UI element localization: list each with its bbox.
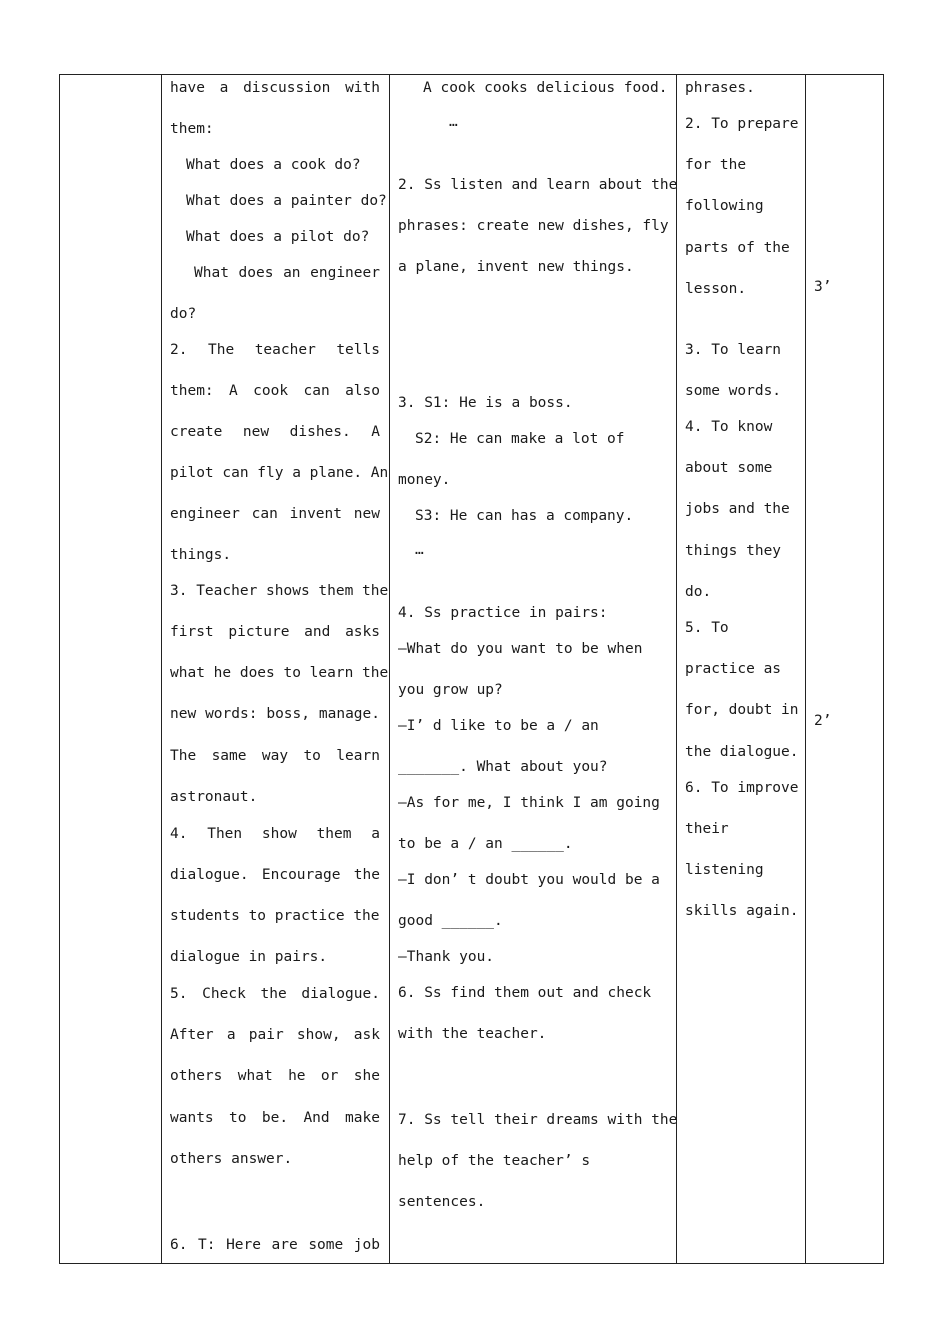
word: what xyxy=(237,1068,273,1084)
text-line: S2: He can make a lot of xyxy=(415,431,625,447)
word: asks xyxy=(345,624,380,640)
question-line: What does a painter do? xyxy=(186,193,387,209)
text-line: phrases. xyxy=(685,80,755,96)
text-line: 4. Ss practice in pairs: xyxy=(398,605,608,621)
dialogue-line: —I’ d like to be a / an xyxy=(398,718,599,734)
text-line: phrases: create new dishes, fly xyxy=(398,218,669,234)
dialogue-line: —Thank you. xyxy=(398,949,495,965)
text-line: do. xyxy=(685,584,712,600)
text-line: money. xyxy=(398,472,451,488)
word: the xyxy=(353,867,380,883)
word: manage. xyxy=(318,706,380,722)
table-left-border xyxy=(59,74,60,1264)
text-line: 6. Ss find them out and check xyxy=(398,985,652,1001)
column-divider xyxy=(161,74,162,1264)
word: can xyxy=(303,383,330,399)
table-top-border xyxy=(59,74,884,75)
word: wants xyxy=(170,1110,214,1126)
text-line xyxy=(170,381,380,401)
word: engineer xyxy=(310,265,380,281)
text-line xyxy=(170,865,380,885)
text-line xyxy=(170,1025,380,1045)
text-line: 3. To learn xyxy=(685,342,782,358)
text-line: others answer. xyxy=(170,1151,293,1167)
text-line: jobs and the xyxy=(685,501,790,517)
text-line: them: xyxy=(170,121,214,137)
word: new xyxy=(170,706,197,722)
text-line xyxy=(170,1108,380,1128)
word: teacher xyxy=(254,342,316,358)
ellipsis: … xyxy=(415,542,424,558)
table-right-border xyxy=(883,74,884,1264)
dialogue-line: —As for me, I think I am going xyxy=(398,795,660,811)
word: A xyxy=(371,424,380,440)
word: an xyxy=(283,265,301,281)
text-line: following xyxy=(685,198,764,214)
word: 2. xyxy=(170,342,188,358)
word: invent xyxy=(289,506,342,522)
time-value: 3’ xyxy=(814,279,832,295)
word: the xyxy=(260,986,287,1002)
word: or xyxy=(320,1068,339,1084)
word: ask xyxy=(353,1027,380,1043)
text-line: for the xyxy=(685,157,747,173)
word: After xyxy=(170,1027,214,1043)
text-line: the dialogue. xyxy=(685,744,799,760)
text-line: practice as xyxy=(685,661,782,677)
word: first xyxy=(170,624,214,640)
text-line xyxy=(170,504,380,524)
text-line: 7. Ss tell their dreams with the xyxy=(398,1112,678,1128)
text-line: students to practice the xyxy=(170,908,380,924)
text-line xyxy=(170,78,380,98)
word: pair xyxy=(248,1027,284,1043)
column-divider xyxy=(676,74,677,1264)
word: them xyxy=(316,826,352,842)
word: also xyxy=(345,383,380,399)
word: to xyxy=(229,1110,247,1126)
word: he xyxy=(288,1068,306,1084)
word: tells xyxy=(336,342,380,358)
word: have xyxy=(170,80,205,96)
question-line xyxy=(194,263,380,283)
word: show, xyxy=(296,1027,341,1043)
ellipsis: … xyxy=(449,114,458,130)
word: new xyxy=(353,506,380,522)
dialogue-line: —What do you want to be when xyxy=(398,641,643,657)
text-line: 5. To xyxy=(685,620,729,636)
word: some xyxy=(308,1237,344,1253)
word: others xyxy=(170,1068,223,1084)
dialogue-line: to be a / an ______. xyxy=(398,836,573,852)
text-line: astronaut. xyxy=(170,789,258,805)
text-line: for, doubt in xyxy=(685,702,799,718)
word: dialogue. xyxy=(301,986,380,1002)
word: A xyxy=(229,383,238,399)
word: with xyxy=(345,80,380,96)
word: discussion xyxy=(243,80,331,96)
text-line: parts of the xyxy=(685,240,790,256)
text-line: a plane, invent new things. xyxy=(398,259,634,275)
column-divider xyxy=(805,74,806,1264)
word: a xyxy=(371,826,380,842)
time-value: 2’ xyxy=(814,713,832,729)
text-line xyxy=(170,984,380,1004)
word: What xyxy=(194,265,229,281)
text-line xyxy=(170,704,380,724)
text-line xyxy=(170,1235,380,1255)
text-line: some words. xyxy=(685,383,782,399)
word: Then xyxy=(207,826,243,842)
word: 6. xyxy=(170,1237,188,1253)
text-line xyxy=(170,340,380,360)
word: dishes. xyxy=(289,424,351,440)
word: 5. xyxy=(170,986,188,1002)
word: cook xyxy=(253,383,289,399)
text-line xyxy=(170,622,380,642)
text-line: 6. To improve xyxy=(685,780,799,796)
word: can xyxy=(251,506,278,522)
word: to xyxy=(303,748,321,764)
word: The xyxy=(170,748,197,764)
text-line xyxy=(170,746,380,766)
question-line: What does a cook do? xyxy=(186,157,361,173)
dialogue-line: good ______. xyxy=(398,913,503,929)
text-line xyxy=(170,824,380,844)
word: make xyxy=(345,1110,380,1126)
text-line: lesson. xyxy=(685,281,747,297)
dialogue-line: _______. What about you? xyxy=(398,759,608,775)
text-line: about some xyxy=(685,460,773,476)
lesson-plan-table xyxy=(59,74,884,1264)
text-line: 4. To know xyxy=(685,419,773,435)
word: job xyxy=(353,1237,380,1253)
text-line: their xyxy=(685,821,729,837)
word: create xyxy=(170,424,223,440)
word: 4. xyxy=(170,826,188,842)
word: she xyxy=(353,1068,380,1084)
word: a xyxy=(226,1027,236,1043)
word: are xyxy=(271,1237,298,1253)
text-line: things. xyxy=(170,547,232,563)
word: does xyxy=(238,265,274,281)
dialogue-line: you grow up? xyxy=(398,682,503,698)
text-line: with the teacher. xyxy=(398,1026,547,1042)
dialogue-line: —I don’ t doubt you would be a xyxy=(398,872,660,888)
text-line: listening xyxy=(685,862,764,878)
word: T: xyxy=(198,1237,216,1253)
word: and xyxy=(304,624,331,640)
question-line: What does a pilot do? xyxy=(186,229,370,245)
word: new xyxy=(242,424,270,440)
word: Here xyxy=(226,1237,261,1253)
text-line: pilot can fly a plane. An xyxy=(170,465,389,481)
text-line: 3. S1: He is a boss. xyxy=(398,395,573,411)
word: The xyxy=(207,342,235,358)
table-bottom-border xyxy=(59,1263,884,1264)
text-line: do? xyxy=(170,306,197,322)
text-line: help of the teacher’ s xyxy=(398,1153,591,1169)
text-line: dialogue in pairs. xyxy=(170,949,328,965)
text-line: what he does to learn the xyxy=(170,665,389,681)
text-line: 2. To prepare xyxy=(685,116,799,132)
word: them: xyxy=(170,383,214,399)
word: same xyxy=(211,748,247,764)
word: engineer xyxy=(170,506,240,522)
word: a xyxy=(219,80,229,96)
word: show xyxy=(261,826,297,842)
word: be. xyxy=(261,1110,289,1126)
word: learn xyxy=(336,748,380,764)
text-line: 3. Teacher shows them the xyxy=(170,583,389,599)
word: dialogue. xyxy=(170,867,249,883)
word: Encourage xyxy=(261,867,341,883)
text-line: 2. Ss listen and learn about the xyxy=(398,177,678,193)
text-line: sentences. xyxy=(398,1194,486,1210)
word: way xyxy=(261,748,289,764)
word: boss, xyxy=(266,706,310,722)
word: Check xyxy=(202,986,246,1002)
word: And xyxy=(303,1110,330,1126)
word: picture xyxy=(228,624,290,640)
text-line: S3: He can has a company. xyxy=(415,508,634,524)
text-line xyxy=(170,1066,380,1086)
text-line: skills again. xyxy=(685,903,799,919)
text-line: things they xyxy=(685,543,782,559)
column-divider xyxy=(389,74,390,1264)
text-line: A cook cooks delicious food. xyxy=(423,80,668,96)
word: words: xyxy=(205,706,258,722)
text-line xyxy=(170,422,380,442)
